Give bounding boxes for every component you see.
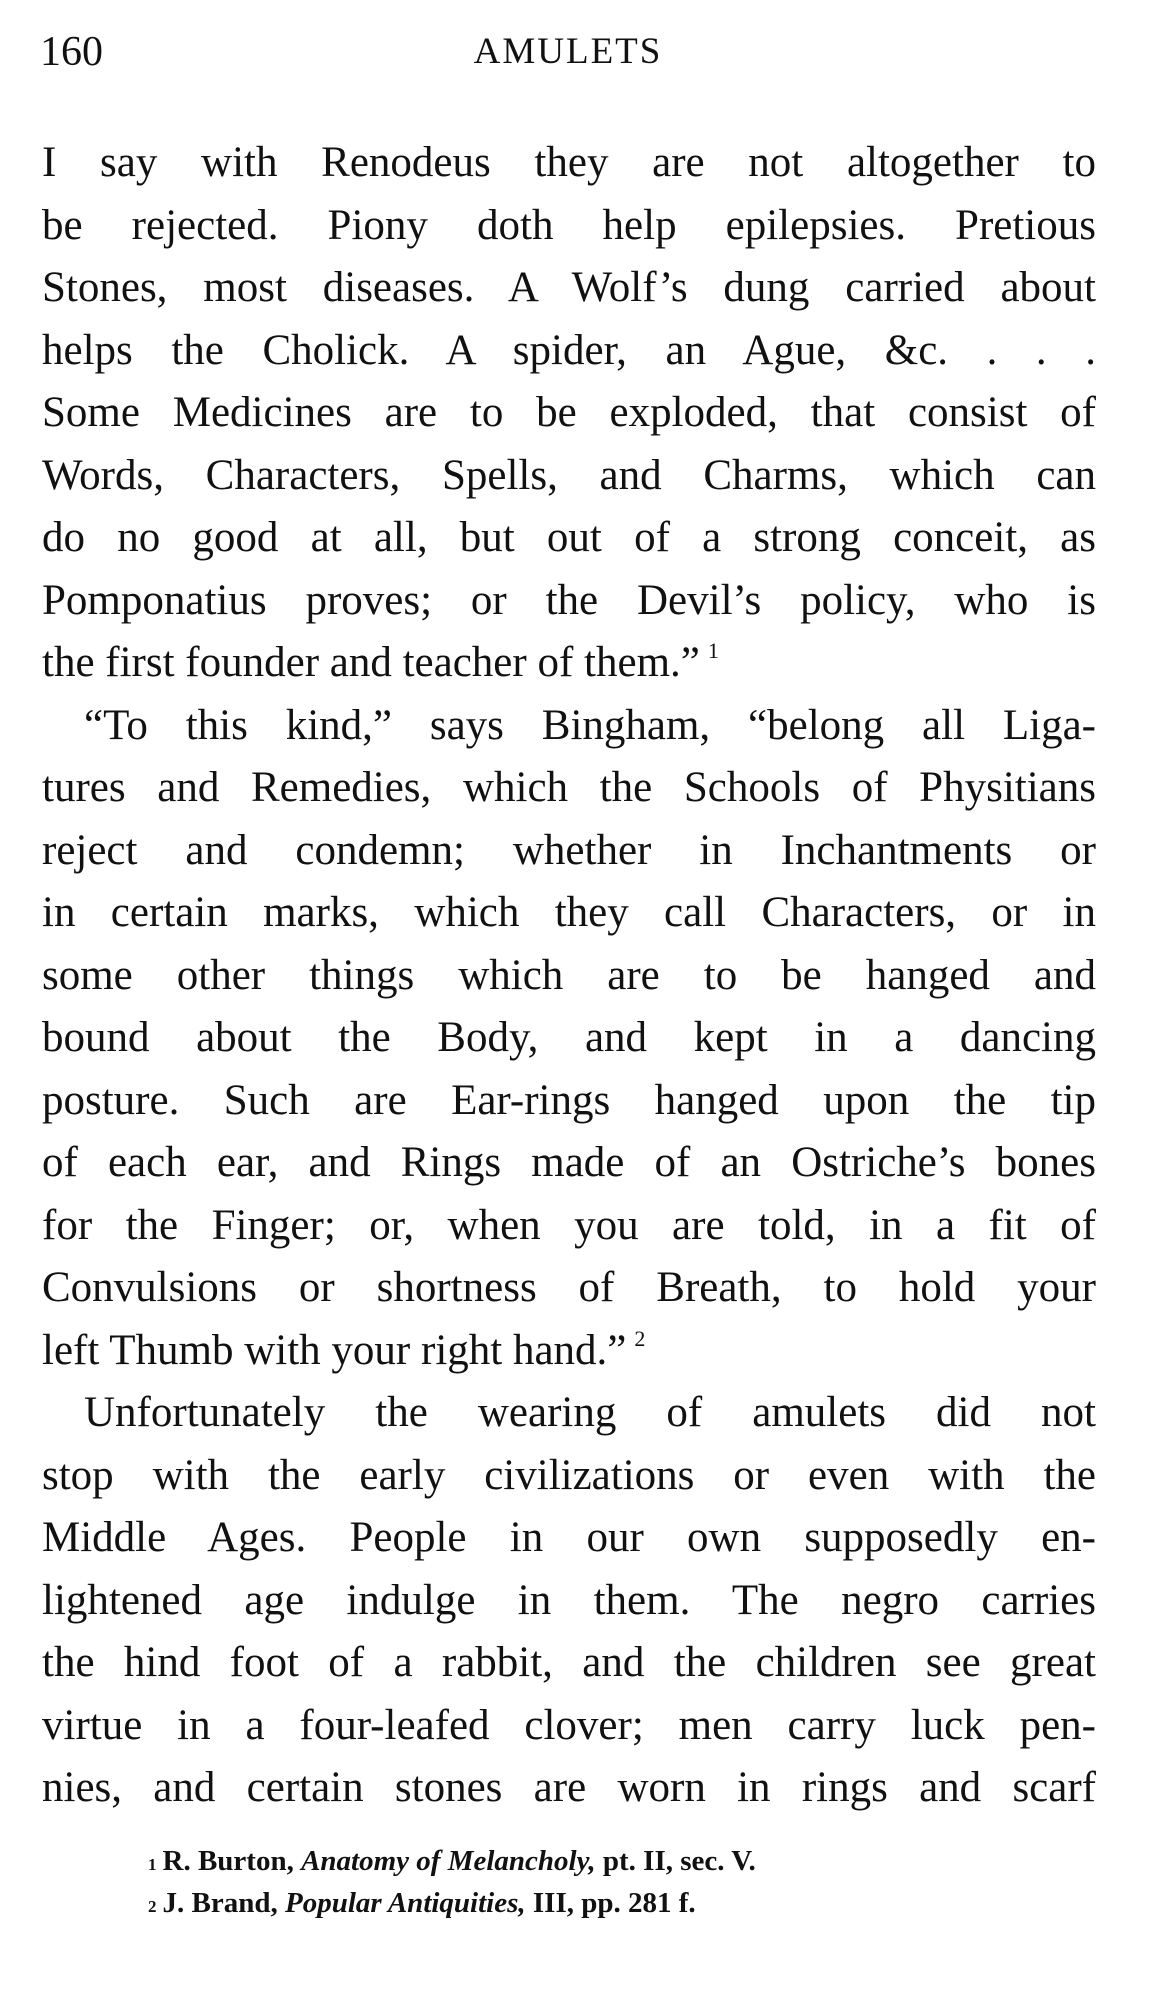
text-line bbox=[42, 570, 1096, 633]
line-text: virtue in a four-leafed clover; men carry luck pen- bbox=[42, 1701, 1096, 1749]
line-text: helps the Cholick. A spider, an Ague, &c. . . . bbox=[42, 326, 1096, 374]
line-text: posture. Such are Ear-rings hanged upon the tip bbox=[42, 1076, 1096, 1124]
text-line bbox=[42, 882, 1096, 945]
line-text: reject and condemn; whether in Inchantments or bbox=[42, 826, 1096, 874]
text-line bbox=[42, 1257, 1096, 1320]
text-line bbox=[42, 1632, 1096, 1695]
text-line bbox=[42, 1070, 1096, 1133]
text-line bbox=[42, 1320, 1096, 1383]
line-text: stop with the early civilizations or even with the bbox=[42, 1451, 1096, 1499]
footnote-title: Anatomy of Melancholy, bbox=[301, 1845, 596, 1877]
footnote-reference[interactable]: 2 bbox=[634, 1325, 646, 1351]
line-text: the first founder and teacher of them.” bbox=[42, 639, 700, 686]
line-text: I say with Renodeus they are not altogether to bbox=[42, 139, 1096, 186]
text-line bbox=[42, 1507, 1096, 1570]
footnote bbox=[148, 1840, 1048, 1882]
text-line bbox=[42, 695, 1096, 758]
body-text bbox=[42, 132, 1096, 1820]
text-line bbox=[42, 1757, 1096, 1820]
text-line bbox=[42, 1007, 1096, 1070]
line-text: Words, Characters, Spells, and Charms, which can bbox=[42, 451, 1096, 499]
text-line bbox=[42, 382, 1096, 445]
line-text: Unfortunately the wearing of amulets did not bbox=[84, 1389, 1096, 1436]
line-text: the hind foot of a rabbit, and the children see great bbox=[42, 1639, 1096, 1686]
footnote-citation: III, pp. 281 f. bbox=[532, 1887, 696, 1919]
footnote-author: J. Brand, bbox=[162, 1887, 278, 1919]
line-text: of each ear, and Rings made of an Ostriche’s bones bbox=[42, 1139, 1096, 1186]
line-text: do no good at all, but out of a strong conceit, as bbox=[42, 514, 1096, 561]
footnote-citation: pt. II, sec. V. bbox=[602, 1845, 756, 1877]
text-line bbox=[42, 1570, 1096, 1633]
page-header bbox=[40, 22, 1096, 82]
text-line bbox=[42, 507, 1096, 570]
text-line bbox=[42, 1695, 1096, 1758]
paragraph bbox=[42, 1382, 1096, 1820]
text-line bbox=[42, 820, 1096, 883]
text-line bbox=[42, 257, 1096, 320]
paragraph bbox=[42, 132, 1096, 695]
text-line bbox=[42, 320, 1096, 383]
line-text: “To this kind,” says Bingham, “belong all Liga- bbox=[84, 701, 1096, 749]
line-text: tures and Remedies, which the Schools of Physitians bbox=[42, 764, 1096, 811]
line-text: Middle Ages. People in our own supposedly en- bbox=[42, 1514, 1096, 1561]
footnote bbox=[148, 1882, 1048, 1924]
line-text: be rejected. Piony doth help epilepsies. Pretious bbox=[42, 201, 1096, 249]
line-text: Pomponatius proves; or the Devil’s policy, who is bbox=[42, 576, 1096, 624]
text-line bbox=[42, 1382, 1096, 1445]
footnote-reference[interactable]: 1 bbox=[707, 638, 719, 663]
text-line bbox=[42, 445, 1096, 508]
footnote-mark: 2 bbox=[148, 1897, 157, 1916]
text-line bbox=[42, 1445, 1096, 1508]
line-text: some other things which are to be hanged and bbox=[42, 951, 1096, 999]
line-text: lightened age indulge in them. The negro carries bbox=[42, 1576, 1096, 1624]
text-line bbox=[42, 195, 1096, 258]
line-text: bound about the Body, and kept in a dancing bbox=[42, 1014, 1096, 1061]
text-line bbox=[42, 132, 1096, 195]
line-text: left Thumb with your right hand.” bbox=[42, 1326, 627, 1374]
footnotes bbox=[148, 1840, 1048, 1924]
line-text: nies, and certain stones are worn in rings and scarf bbox=[42, 1764, 1096, 1811]
text-line bbox=[42, 1195, 1096, 1258]
footnote-mark: 1 bbox=[148, 1855, 157, 1874]
footnote-title: Popular Antiquities, bbox=[284, 1887, 526, 1919]
line-text: in certain marks, which they call Characters, or in bbox=[42, 889, 1096, 936]
line-text: Some Medicines are to be exploded, that consist of bbox=[42, 389, 1096, 436]
line-text: Stones, most diseases. A Wolf’s dung carried about bbox=[42, 264, 1096, 311]
footnote-author: R. Burton, bbox=[162, 1845, 294, 1877]
text-line bbox=[42, 632, 1096, 695]
text-line bbox=[42, 945, 1096, 1008]
text-line bbox=[42, 757, 1096, 820]
running-head: AMULETS bbox=[473, 31, 663, 72]
line-text: Convulsions or shortness of Breath, to hold your bbox=[42, 1264, 1096, 1311]
text-line bbox=[42, 1132, 1096, 1195]
line-text: for the Finger; or, when you are told, in a fit of bbox=[42, 1201, 1096, 1249]
page-number: 160 bbox=[40, 29, 103, 75]
paragraph bbox=[42, 695, 1096, 1383]
